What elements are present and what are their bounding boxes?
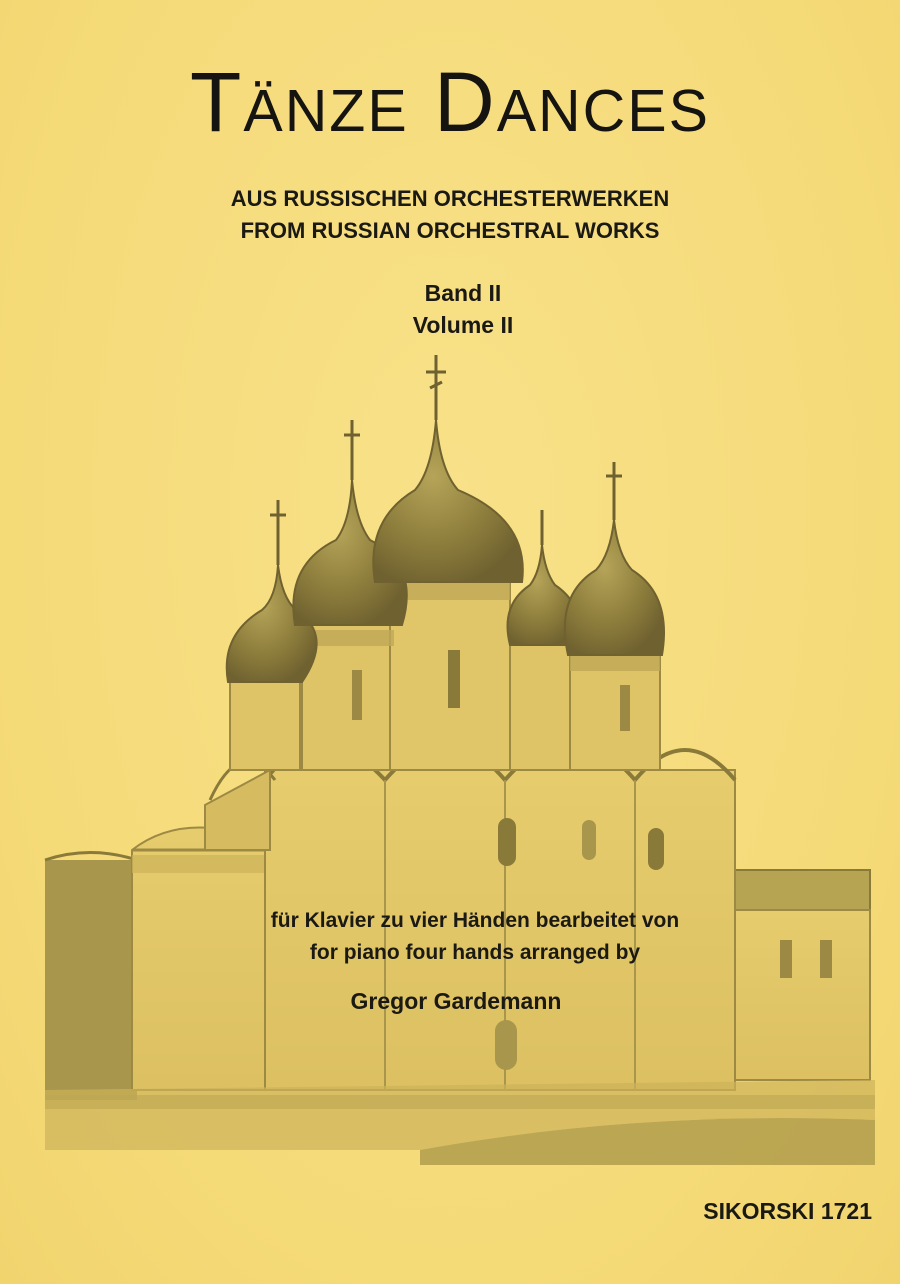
cover-title: Tänze Dances (190, 55, 710, 149)
arranger-name: Gregor Gardemann (350, 988, 562, 1014)
volume-english: Volume II (412, 312, 514, 338)
subtitle-english: FROM RUSSIAN ORCHESTRAL WORKS (240, 218, 660, 243)
dome-central (373, 420, 522, 582)
orthodox-cathedral-illustration (40, 350, 880, 1180)
dome-right (565, 520, 664, 655)
left-drum (230, 680, 300, 770)
right-roof (730, 870, 870, 910)
arrangement-english: for piano four hands arranged by (309, 941, 641, 964)
volume-german: Band II (424, 280, 502, 306)
publisher-code: SIKORSKI 1721 (703, 1198, 872, 1224)
subtitle-german: AUS RUSSISCHEN ORCHESTERWERKEN (230, 186, 670, 211)
arrangement-german: für Klavier zu vier Händen bearbeitet von (270, 909, 680, 932)
left-tower-wall (45, 860, 137, 1100)
